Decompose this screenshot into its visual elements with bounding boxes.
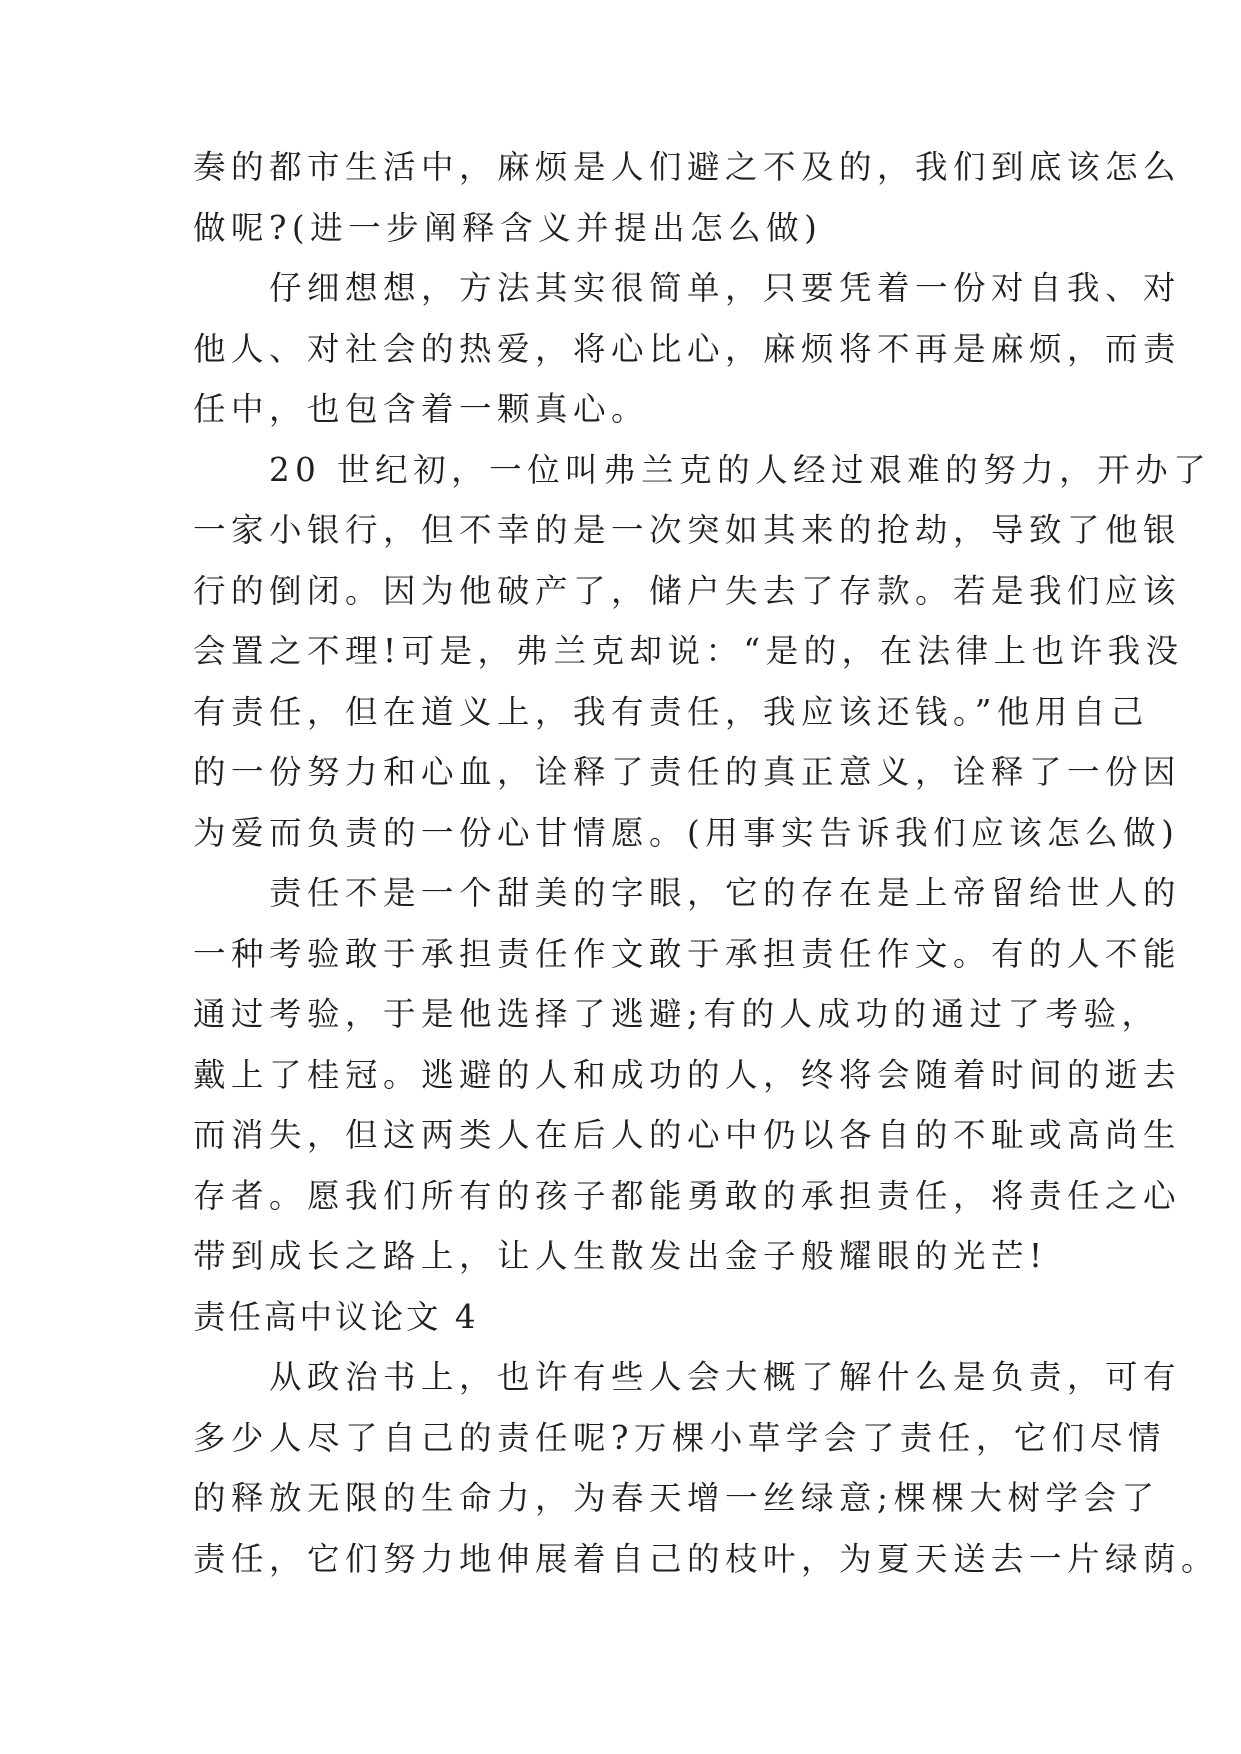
text-line: 而消失，但这两类人在后人的心中仍以各自的不耻或高尚生 bbox=[193, 1116, 1182, 1154]
paragraph-start-line: 从政治书上，也许有些人会大概了解什么是负责，可有 bbox=[193, 1358, 1182, 1396]
text-line: 带到成长之路上，让人生散发出金子般耀眼的光芒! bbox=[193, 1237, 1048, 1275]
text-line: 责任，它们努力地伸展着自己的枝叶，为夏天送去一片绿荫。 bbox=[193, 1539, 1220, 1578]
text-line: 的一份努力和心血，诠释了责任的真正意义，诠释了一份因 bbox=[193, 753, 1182, 791]
text-line: 戴上了桂冠。逃避的人和成功的人，终将会随着时间的逝去 bbox=[193, 1055, 1182, 1094]
text-line: 行的倒闭。因为他破产了，储户失去了存款。若是我们应该 bbox=[193, 571, 1182, 610]
text-line: 任中，也包含着一颗真心。 bbox=[193, 390, 650, 428]
text-line: 奏的都市生活中，麻烦是人们避之不及的，我们到底该怎么 bbox=[193, 148, 1182, 186]
text-line: 他人、对社会的热爱，将心比心，麻烦将不再是麻烦，而责 bbox=[193, 329, 1182, 368]
paragraph-start-line: 责任不是一个甜美的字眼，它的存在是上帝留给世人的 bbox=[193, 874, 1182, 912]
section-heading: 责任高中议论文 4 bbox=[193, 1297, 479, 1336]
text-line: 通过考验，于是他选择了逃避;有的人成功的通过了考验， bbox=[193, 995, 1160, 1033]
text-line: 做呢?(进一步阐释含义并提出怎么做) bbox=[193, 208, 823, 247]
text-line: 的释放无限的生命力，为春天增一丝绿意;棵棵大树学会了 bbox=[193, 1479, 1160, 1517]
text-line: 一种考验敢于承担责任作文敢于承担责任作文。有的人不能 bbox=[193, 934, 1182, 973]
document-body bbox=[193, 137, 1220, 1589]
text-line: 多少人尽了自己的责任呢?万棵小草学会了责任，它们尽情 bbox=[193, 1418, 1166, 1457]
text-line: 会置之不理!可是，弗兰克却说：“是的，在法律上也许我没 bbox=[193, 632, 1184, 670]
text-line: 一家小银行，但不幸的是一次突如其来的抢劫，导致了他银 bbox=[193, 511, 1182, 549]
text-line: 有责任，但在道义上，我有责任，我应该还钱。”他用自己 bbox=[193, 692, 1149, 731]
paragraph-start-line: 20 世纪初，一位叫弗兰克的人经过艰难的努力，开办了 bbox=[193, 450, 1212, 489]
paragraph-start-line: 仔细想想，方法其实很简单，只要凭着一份对自我、对 bbox=[193, 269, 1182, 307]
text-line: 为爱而负责的一份心甘情愿。(用事实告诉我们应该怎么做) bbox=[193, 813, 1180, 852]
text-line: 存者。愿我们所有的孩子都能勇敢的承担责任，将责任之心 bbox=[193, 1176, 1182, 1215]
